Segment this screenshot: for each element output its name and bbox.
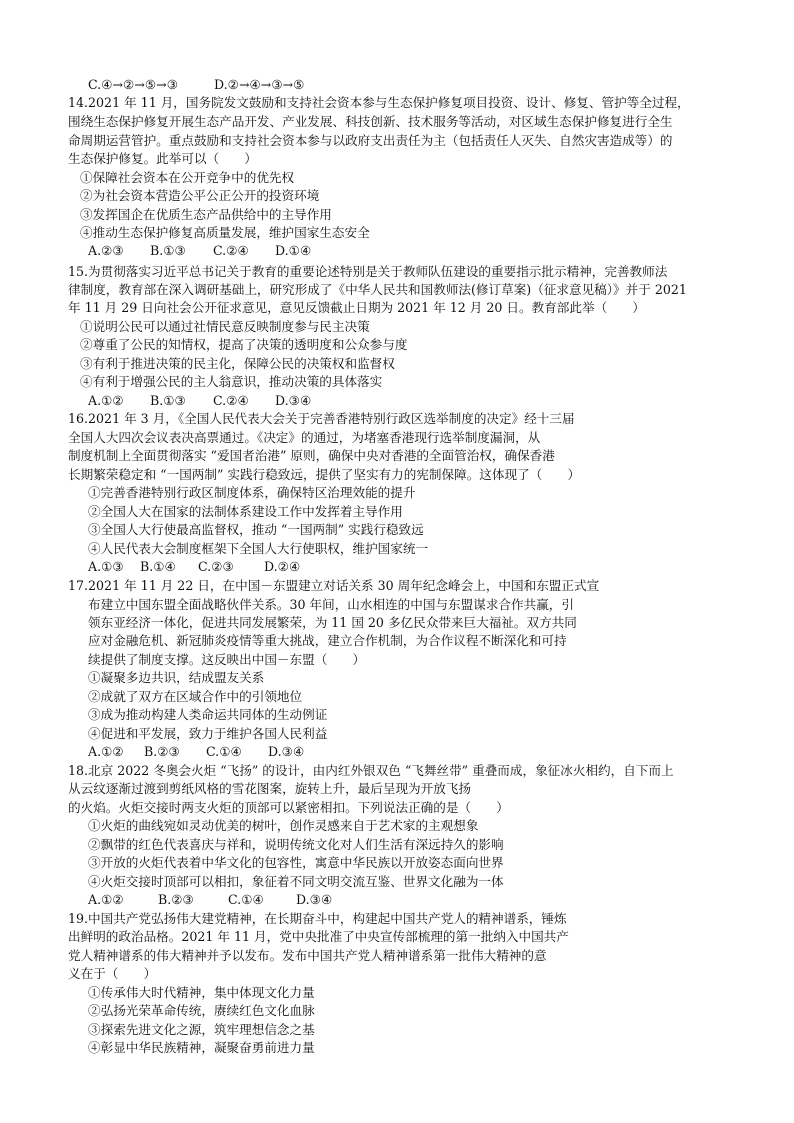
answer-options — [88, 242, 311, 260]
option-d: D.②④ — [264, 559, 301, 574]
option-b: B.①③ — [150, 393, 186, 408]
question-item: ④人民代表大会制度框架下全国人大行使职权，维护国家统一 — [88, 541, 429, 556]
option-b: B.①④ — [140, 559, 176, 574]
question-stem-line: 长期繁荣稳定和 “一国两制” 实践行稳致远，提供了坚实有力的宪制保障。这体现了（ ） — [68, 467, 581, 482]
question-item: ④有利于增强公民的主人翁意识，推动决策的具体落实 — [80, 374, 383, 389]
question-item: ①保障社会资本在公开竞争中的优先权 — [80, 170, 295, 185]
option-a: A.②③ — [88, 243, 124, 258]
question-item: ④推动生态保护修复高质量发展，维护国家生态安全 — [80, 225, 370, 240]
question-item: ①火炬的曲线宛如灵动优美的树叶，创作灵感来自于艺术家的主观想象 — [88, 818, 479, 833]
option-a: A.①② — [88, 744, 124, 759]
option-d: D.③④ — [275, 393, 312, 408]
question-item: ②飘带的红色代表喜庆与祥和，说明传统文化对人们生活有深远持久的影响 — [88, 837, 504, 852]
answer-options — [88, 743, 304, 761]
question-stem-line: 19.中国共产党弘扬伟大建党精神，在长期奋斗中，构建起中国共产党人的精神谱系，锤炼 — [68, 911, 567, 926]
question-stem-line: 16.2021 年 3 月，《全国人民代表大会关于完善香港特别行政区选举制度的决定》经十三届 — [68, 411, 575, 426]
question-stem-line: 17.2021 年 11 月 22 日，在中国－东盟建立对话关系 30 周年纪念峰会上，中国和东盟正式宣 — [68, 578, 600, 593]
question-item: ③有利于推进决策的民主化，保障公民的决策权和监督权 — [80, 356, 395, 371]
question-item: ③全国人大行使最高监督权，推动 “一国两制” 实践行稳致远 — [88, 522, 424, 537]
question-item: ①说明公民可以通过社情民意反映制度参与民主决策 — [80, 319, 370, 334]
option-c: C.①④ — [206, 744, 242, 759]
question-stem-line: 制度机制上全面贯彻落实 “爱国者治港” 原则，确保中央对香港的全面管治权，确保香港 — [68, 448, 555, 463]
question-stem-line: 党人精神谱系的伟大精神并予以发布。发布中国共产党人精神谱系第一批伟大精神的意 — [68, 948, 547, 963]
option-d: D.③④ — [268, 744, 305, 759]
question-item: ②弘扬光荣革命传统，赓续红色文化血脉 — [88, 1003, 315, 1018]
question-stem-line: 年 11 月 29 日向社会公开征求意见，意见反馈截止日期为 2021 年 12 月 20 日。教育部此举（ ） — [68, 300, 645, 315]
question-stem-line: 义在于（ ） — [68, 966, 157, 981]
question-item: ①完善香港特别行政区制度体系，确保特区治理效能的提升 — [88, 485, 416, 500]
question-item: ④彰显中华民族精神，凝聚奋勇前进力量 — [88, 1040, 315, 1055]
question-item: ②为社会资本营造公平公正公开的投资环境 — [80, 188, 320, 203]
question-item: ②成就了双方在区域合作中的引领地位 — [88, 689, 303, 704]
question-item: ③探索先进文化之源，筑牢理想信念之基 — [88, 1022, 315, 1037]
question-stem-line: 15.为贯彻落实习近平总书记关于教育的重要论述特别是关于教师队伍建设的重要指示批示精神，完善教师法 — [68, 264, 668, 279]
question-item: ①传承伟大时代精神，集中体现文化力量 — [88, 985, 315, 1000]
option-b: B.②③ — [144, 744, 180, 759]
lead-option-d: D.②→④→③→⑤ — [214, 77, 305, 92]
question-stem-line: 律制度，教育部在深入调研基础上，研究形成了《中华人民共和国教师法(修订草案)（征求意见稿）》并于 2021 — [68, 282, 687, 297]
option-d: D.③④ — [296, 892, 333, 907]
question-item: ①凝聚多边共识，结成盟友关系 — [88, 670, 265, 685]
option-a: A.①② — [88, 393, 124, 408]
question-stem-line: 的火焰。火炬交接时两支火炬的顶部可以紧密相扣。下列说法正确的是（ ） — [68, 800, 509, 815]
question-stem-line: 续提供了制度支撑。这反映出中国－东盟（ ） — [88, 652, 366, 667]
answer-options — [88, 392, 311, 410]
option-a: A.①② — [88, 892, 124, 907]
question-item: ③发挥国企在优质生态产品供给中的主导作用 — [80, 207, 332, 222]
lead-option-c: C.④→②→⑤→③ — [88, 77, 179, 92]
question-stem-line: 生态保护修复。此举可以（ ） — [68, 151, 257, 166]
question-item: ②全国人大在国家的法制体系建设工作中发挥着主导作用 — [88, 504, 403, 519]
question-stem-line: 领东亚经济一体化，促进共同发展繁荣，为 11 国 20 多亿民众带来巨大福祉。双方共同 — [88, 615, 577, 630]
question-stem-line: 14.2021 年 11 月，国务院发文鼓励和支持社会资本参与生态保护修复项目投资、设计、修复、管护等全过程， — [68, 95, 690, 110]
answer-options — [88, 891, 332, 909]
question-item: ③成为推动构建人类命运共同体的生动例证 — [88, 707, 328, 722]
question-stem-line: 布建立中国东盟全面战略伙伴关系。30 年间，山水相连的中国与东盟谋求合作共赢，引 — [88, 597, 574, 612]
question-item: ④火炬交接时顶部可以相扣，象征着不同文明交流互鉴、世界文化融为一体 — [88, 874, 504, 889]
question-stem-line: 出鲜明的政治品格。2021 年 11 月，党中央批准了中央宣传部梳理的第一批纳入中国共产 — [68, 929, 569, 944]
question-stem-line: 命周期运营管护。重点鼓励和支持社会资本参与以政府支出责任为主（包括责任人灭失、自然灾害造成等）的 — [68, 133, 673, 148]
option-a: A.①③ — [88, 559, 124, 574]
lead-options — [88, 76, 304, 94]
question-stem-line: 全国人大四次会议表决高票通过。《决定》的通过，为堵塞香港现行选举制度漏洞，从 — [68, 430, 541, 445]
option-b: B.②③ — [158, 892, 194, 907]
question-stem-line: 应对金融危机、新冠肺炎疫情等重大挑战，建立合作机制，为合作议程不断深化和可持 — [88, 633, 567, 648]
question-item: ②尊重了公民的知情权，提高了决策的透明度和公众参与度 — [80, 337, 408, 352]
answer-options — [88, 558, 300, 576]
question-stem-line: 18.北京 2022 冬奥会火炬 “飞扬” 的设计，由内红外银双色 “飞舞丝带” 重叠而成，象征冰火相约，自下而上 — [68, 763, 674, 778]
option-c: C.②④ — [213, 393, 249, 408]
option-b: B.①③ — [150, 243, 186, 258]
question-stem-line: 围绕生态保护修复开展生态产品开发、产业发展、科技创新、技术服务等活动，对区域生态保护修复进行全生 — [68, 114, 673, 129]
option-c: C.②③ — [198, 559, 234, 574]
question-stem-line: 从云纹逐渐过渡到剪纸风格的雪花图案，旋转上升，最后呈现为开放飞扬 — [68, 781, 471, 796]
option-c: C.①④ — [228, 892, 264, 907]
option-d: D.①④ — [275, 243, 312, 258]
question-item: ③开放的火炬代表着中华文化的包容性，寓意中华民族以开放姿态面向世界 — [88, 855, 504, 870]
option-c: C.②④ — [213, 243, 249, 258]
question-item: ④促进和平发展，致力于维护各国人民利益 — [88, 726, 328, 741]
